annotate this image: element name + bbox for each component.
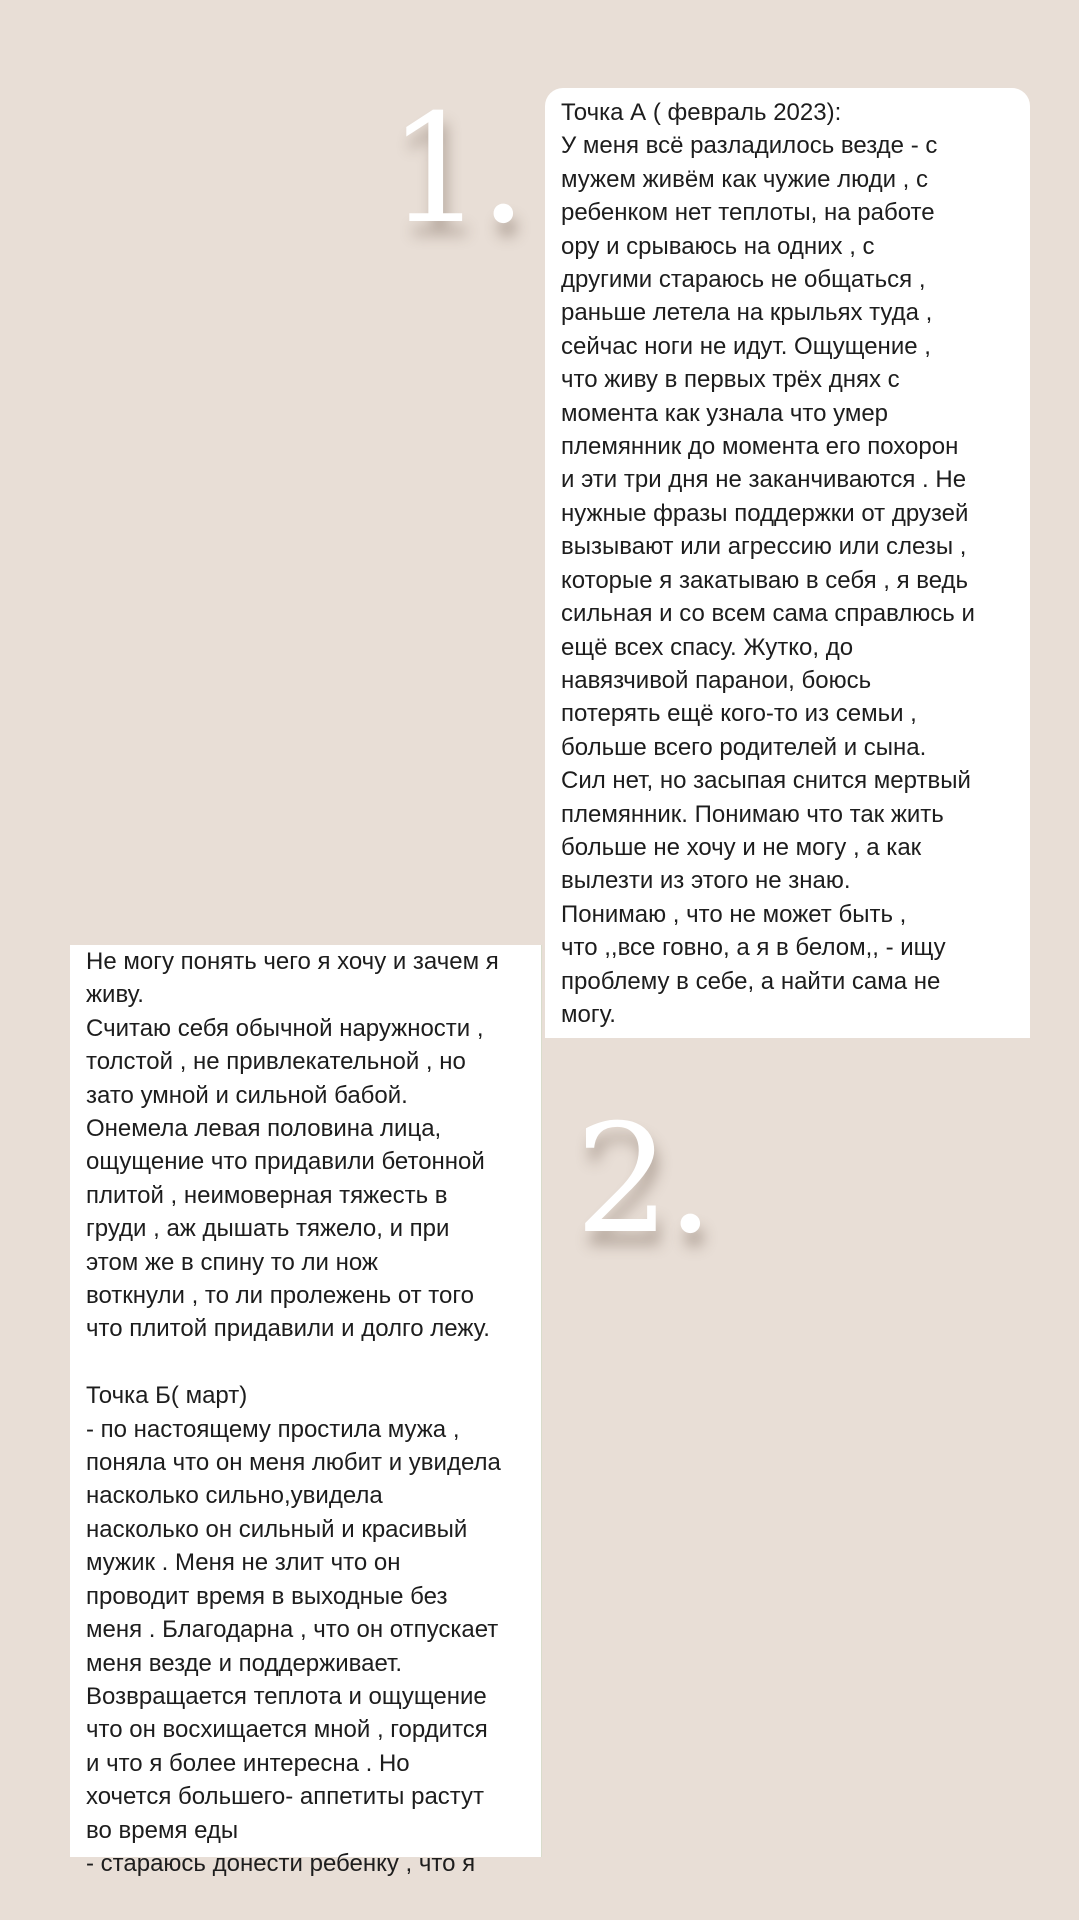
text-line: - по настоящему простила мужа , bbox=[86, 1415, 460, 1443]
text-line: что он восхищается мной , гордится bbox=[86, 1716, 488, 1744]
text-line: Онемела левая половина лица, bbox=[86, 1115, 442, 1143]
text-line: ощущение что придавили бетонной bbox=[86, 1148, 485, 1176]
text-line: потерять ещё кого-то из семьи , bbox=[561, 700, 917, 728]
text-line: раньше летела на крыльях туда , bbox=[561, 299, 933, 327]
text-line: зато умной и сильной бабой. bbox=[86, 1081, 408, 1109]
text-line: мужем живём как чужие люди , с bbox=[561, 165, 929, 193]
text-line: и эти три дня не заканчиваются . Не bbox=[561, 466, 967, 494]
text-line: племянник до момента его похорон bbox=[561, 433, 959, 461]
text-line: поняла что он меня любит и увидела bbox=[86, 1449, 501, 1477]
text-line: навязчивой паранои, боюсь bbox=[561, 666, 872, 694]
text-line: во время еды bbox=[86, 1816, 239, 1844]
text-line: момента как узнала что умер bbox=[561, 399, 889, 427]
text-line: хочется большего- аппетиты растут bbox=[86, 1783, 485, 1811]
text-line: что ,,все говно, а я в белом,, - ищу bbox=[561, 934, 946, 962]
text-line: груди , аж дышать тяжело, и при bbox=[86, 1215, 450, 1243]
text-line: Понимаю , что не может быть , bbox=[561, 900, 907, 928]
text-line: плитой , неимоверная тяжесть в bbox=[86, 1181, 448, 1209]
text-line: ребенком нет теплоты, на работе bbox=[561, 199, 935, 227]
text-line: ору и срываюсь на одних , с bbox=[561, 232, 875, 260]
text-line: что живу в первых трёх днях с bbox=[561, 366, 900, 394]
text-line: ещё всех спасу. Жутко, до bbox=[561, 633, 854, 661]
text-line: Считаю себя обычной наружности , bbox=[86, 1014, 484, 1042]
text-line: - стараюсь донести ребенку , что я bbox=[86, 1849, 476, 1877]
text-line: которые я закатываю в себя , я ведь bbox=[561, 566, 969, 594]
text-line: мужик . Меня не злит что он bbox=[86, 1549, 401, 1577]
text-line: больше не хочу и не могу , а как bbox=[561, 833, 922, 861]
text-line: Точка Б( март) bbox=[86, 1382, 248, 1410]
text-line: проводит время в выходные без bbox=[86, 1582, 448, 1610]
text-line: сейчас ноги не идут. Ощущение , bbox=[561, 332, 931, 360]
text-line: У меня всё разладилось везде - с bbox=[561, 132, 938, 160]
text-line: могу. bbox=[561, 1000, 616, 1028]
text-line: вызывают или агрессию или слезы , bbox=[561, 533, 967, 561]
marker-number-1: 1. bbox=[388, 83, 524, 257]
text-line: меня везде и поддерживает. bbox=[86, 1649, 402, 1677]
text-line: другими стараюсь не общаться , bbox=[561, 266, 926, 294]
text-line: больше всего родителей и сына. bbox=[561, 733, 927, 761]
text-line: насколько он сильный и красивый bbox=[86, 1515, 468, 1543]
message-card-point-a bbox=[545, 88, 1030, 1038]
text-line: воткнули , то ли пролежень от того bbox=[86, 1282, 474, 1310]
paragraph-gap bbox=[86, 1346, 533, 1379]
message-card-point-b bbox=[70, 945, 542, 1877]
text-line: вылезти из этого не знаю. bbox=[561, 867, 851, 895]
text-line: насколько сильно,увидела bbox=[86, 1482, 383, 1510]
text-line: и что я более интересна . Но bbox=[86, 1749, 410, 1777]
text-line: живу. bbox=[86, 981, 144, 1009]
text-line: нужные фразы поддержки от друзей bbox=[561, 499, 969, 527]
text-line: меня . Благодарна , что он отпускает bbox=[86, 1616, 499, 1644]
text-line: что плитой придавили и долго лежу. bbox=[86, 1315, 490, 1343]
text-line: племянник. Понимаю что так жить bbox=[561, 800, 944, 828]
text-line: толстой , не привлекательной , но bbox=[86, 1048, 466, 1076]
text-line: Не могу понять чего я хочу и зачем я bbox=[86, 948, 499, 975]
text-line: Точка А ( февраль 2023): bbox=[561, 99, 842, 126]
text-line: Возвращается теплота и ощущение bbox=[86, 1682, 487, 1710]
text-line: этом же в спину то ли нож bbox=[86, 1248, 378, 1276]
text-line: проблему в себе, а найти сама не bbox=[561, 967, 941, 995]
marker-number-2: 2. bbox=[575, 1093, 711, 1267]
text-line: Сил нет, но засыпая снится мертвый bbox=[561, 767, 971, 795]
text-line: сильная и со всем сама справлюсь и bbox=[561, 600, 975, 628]
